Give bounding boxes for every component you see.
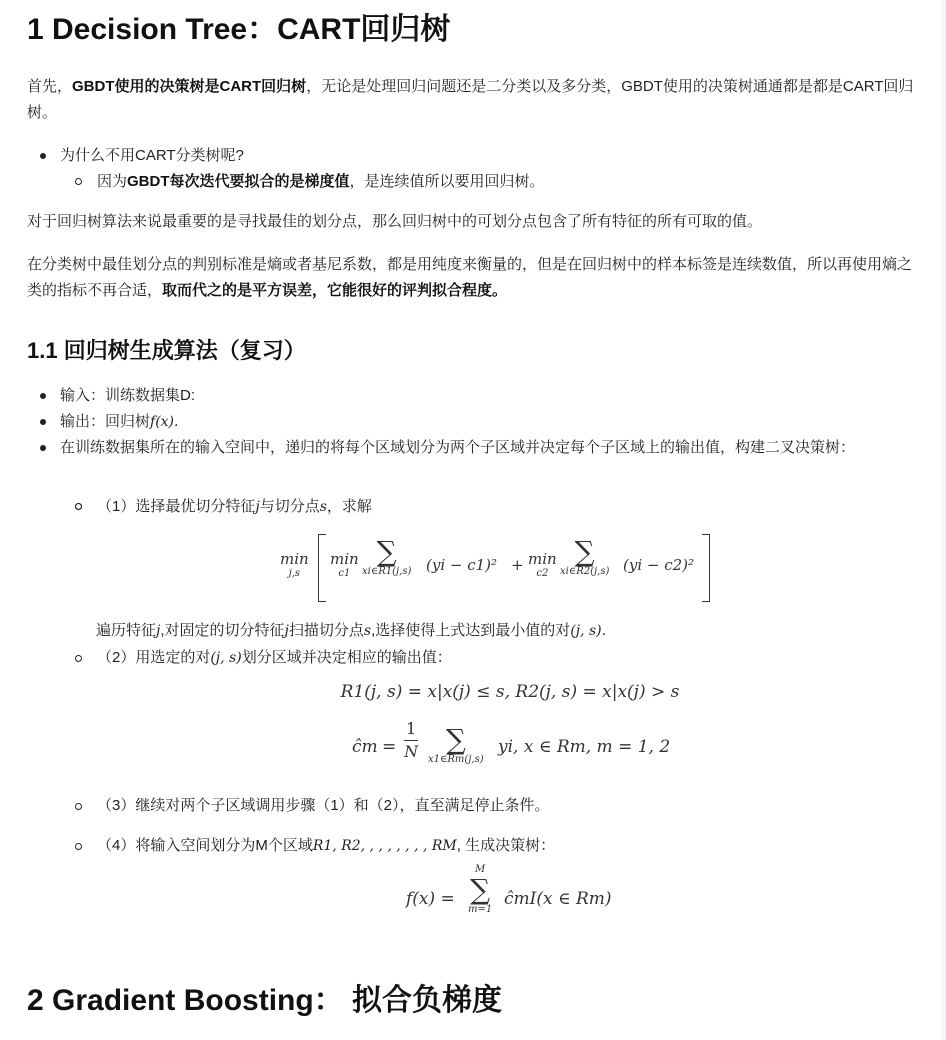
- why-answer-text-2: ，是连续值所以要用回归树。: [349, 173, 545, 190]
- f1-left-bracket: [318, 534, 326, 602]
- step-2: [97, 645, 917, 671]
- f3-eq: =: [382, 737, 397, 757]
- f1-sum-1-range: xi∈R1(j,s): [362, 566, 412, 577]
- intro-bold: GBDT使用的决策树是CART回归树: [72, 78, 307, 95]
- step-3: （3）继续对两个子区域调用步骤（1）和（2），直至满足停止条件。: [97, 797, 550, 814]
- f1-outer-min: [280, 550, 309, 580]
- formula-regions: [300, 679, 720, 705]
- step-1-var-j: j: [255, 499, 260, 515]
- f1-sum-1-sigma: ∑: [376, 535, 397, 568]
- page-edge-shadow: [940, 0, 946, 1040]
- algo-output: [27, 409, 920, 435]
- f1-outer-min-text: min: [280, 550, 309, 568]
- f4-rhs: ĉmI(x ∈ Rm): [504, 889, 612, 909]
- step-2-var-js: (j, s): [210, 650, 242, 666]
- why-answer: [27, 169, 920, 195]
- criterion-text: 在分类树中最佳划分点的判别标准是熵或者基尼系数，都是用纯度来衡量的，但是在回归树中的样本标签是连续数值，所以再使用熵之类的指标不再合适，: [27, 256, 913, 299]
- f4-lhs: f(x) =: [406, 889, 455, 909]
- f1-sum-2: [560, 535, 610, 578]
- f3-under: x1∈Rm(j,s): [428, 754, 484, 765]
- f3-num: 1: [404, 718, 418, 741]
- step-2-bullet: [75, 655, 82, 662]
- step-4-regions: R1, R2, , , , , , , , RM: [312, 838, 457, 854]
- f1-min-c1-sub: c1: [338, 568, 351, 579]
- step-1-bullet: [75, 503, 82, 510]
- step-1: [27, 494, 946, 520]
- intro-text-1: 首先，: [27, 78, 73, 95]
- step-1-note: [96, 618, 916, 644]
- formula-min-objective: [280, 532, 720, 602]
- f3-sigma: ∑: [445, 723, 466, 756]
- algo-output-math: f(x).: [150, 414, 179, 430]
- f4-sum: [468, 864, 492, 916]
- why-question: [27, 143, 920, 169]
- f3-chat: ĉm: [352, 737, 378, 757]
- f1-sum-2-range: xi∈R2(j,s): [560, 566, 610, 577]
- step-4-bullet: [75, 843, 82, 850]
- f4-sigma: ∑: [470, 873, 491, 906]
- note-var-j2: j: [284, 623, 289, 639]
- note-text-a: 遍历特征: [96, 622, 157, 639]
- why-list: [27, 143, 920, 195]
- algo-list: [27, 383, 920, 461]
- f1-min-c2: [528, 550, 557, 580]
- f1-outer-min-sub: j,s: [288, 568, 301, 579]
- formula-decision-tree: [400, 862, 640, 932]
- f1-plus: +: [511, 556, 524, 574]
- f4-top: M: [474, 864, 486, 875]
- formula-cm-hat: [340, 716, 680, 780]
- note-var-s: s: [363, 623, 372, 639]
- f4-bot: m=1: [468, 904, 493, 915]
- heading-decision-tree: 1 Decision Tree：CART回归树: [27, 13, 451, 46]
- step-4-text-a: （4）将输入空间划分为M个区域: [97, 837, 313, 854]
- note-var-j: j: [156, 623, 161, 639]
- f3-rest: yi, x ∈ Rm, m = 1, 2: [498, 737, 671, 757]
- step-1-text-c: ，求解: [326, 498, 372, 515]
- f2-text: R1(j, s) = x|x(j) ≤ s, R2(j, s) = x|x(j) > s: [340, 682, 680, 702]
- f1-sum-1: [362, 535, 412, 578]
- step-4: [97, 833, 917, 859]
- note-text-c: 扫描切分点: [288, 622, 364, 639]
- algo-step-desc: [27, 435, 920, 461]
- f1-min-c1: [330, 550, 359, 580]
- why-answer-text-1: 因为: [97, 173, 128, 190]
- why-answer-bold: GBDT每次迭代要拟合的是梯度值: [127, 173, 350, 190]
- intro-text-2: ，无论是处理回归问题还是二分类以及多分类，GBDT使用的决策树通通都是都是CART回归树。: [27, 78, 914, 121]
- f1-right-bracket: [702, 534, 710, 602]
- f3-sum: [428, 723, 484, 766]
- split-paragraph: 对于回归树算法来说最重要的是寻找最佳的划分点，那么回归树中的可划分点包含了所有特征的所有可取的值。: [27, 213, 763, 230]
- f1-min-c2-sub: c2: [536, 568, 549, 579]
- algo-input: [27, 383, 920, 409]
- step-3-bullet: [75, 803, 82, 810]
- intro-paragraph: [27, 74, 920, 126]
- heading-gradient-boosting: 2 Gradient Boosting： 拟合负梯度: [27, 984, 503, 1017]
- f3-den: N: [404, 742, 419, 761]
- step-1-text-b: 与切分点: [259, 498, 320, 515]
- heading-regression-algo: 1.1 回归树生成算法（复习）: [27, 338, 306, 363]
- step-2-text-a: （2）用选定的对: [97, 649, 211, 666]
- criterion-bold: 取而代之的是平方误差，它能很好的评判拟合程度。: [162, 282, 508, 299]
- algo-step-desc-text: 在训练数据集所在的输入空间中，递归的将每个区域划分为两个子区域并决定每个子区域上的输出值，构建二叉决策树：: [60, 439, 856, 456]
- algo-output-label: 输出：回归树: [60, 413, 151, 430]
- algo-input-text: 输入：训练数据集D:: [60, 387, 196, 404]
- f1-min-c1-text: min: [330, 550, 359, 568]
- note-text-b: ,对固定的切分特征: [160, 622, 285, 639]
- step-2-text-b: 划分区域并决定相应的输出值：: [241, 649, 452, 666]
- why-question-text: 为什么不用CART分类树呢?: [60, 147, 244, 164]
- f1-term-1: (yi − c1)²: [426, 556, 498, 574]
- step-1-text-a: （1）选择最优切分特征: [97, 498, 256, 515]
- f3-frac: [404, 718, 418, 763]
- f1-term-2: (yi − c2)²: [623, 556, 695, 574]
- f1-sum-2-sigma: ∑: [574, 535, 595, 568]
- step-4-text-b: , 生成决策树：: [456, 837, 556, 854]
- criterion-paragraph: [27, 252, 920, 304]
- note-var-js: (j, s).: [570, 623, 607, 639]
- note-text-d: ,选择使得上式达到最小值的对: [371, 622, 571, 639]
- f1-min-c2-text: min: [528, 550, 557, 568]
- step-1-var-s: s: [319, 499, 327, 515]
